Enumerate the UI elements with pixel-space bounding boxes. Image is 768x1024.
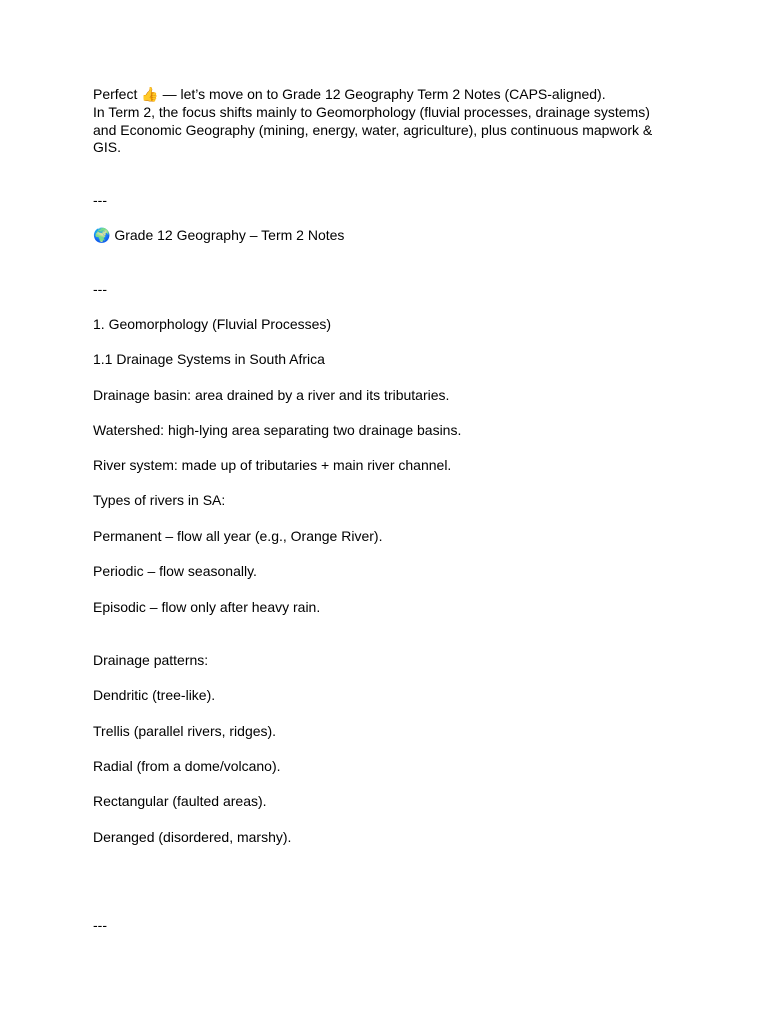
intro-line — [93, 86, 606, 105]
pattern-rectangular: Rectangular (faulted areas). — [93, 793, 267, 809]
section-subheading: 1.1 Drainage Systems in South Africa — [93, 351, 325, 367]
definition-river-system: River system: made up of tributaries + main river channel. — [93, 457, 452, 473]
separator: --- — [93, 917, 107, 933]
thumbs-up-icon: 👍 — [141, 87, 159, 103]
river-types-label: Types of rivers in SA: — [93, 492, 226, 508]
river-type-permanent: Permanent – flow all year (e.g., Orange River). — [93, 528, 383, 544]
document-title — [93, 227, 344, 246]
river-type-periodic: Periodic – flow seasonally. — [93, 563, 257, 579]
pattern-trellis: Trellis (parallel rivers, ridges). — [93, 723, 277, 739]
pattern-deranged: Deranged (disordered, marshy). — [93, 829, 292, 845]
pattern-radial: Radial (from a dome/volcano). — [93, 758, 281, 774]
river-type-episodic: Episodic – flow only after heavy rain. — [93, 599, 321, 615]
drainage-patterns-label: Drainage patterns: — [93, 652, 209, 668]
intro-suffix: — let’s move on to Grade 12 Geography Term 2 Notes (CAPS-aligned). — [158, 86, 606, 102]
globe-icon: 🌍 — [93, 228, 111, 244]
definition-watershed: Watershed: high-lying area separating two drainage basins. — [93, 422, 462, 438]
definition-drainage-basin: Drainage basin: area drained by a river and its tributaries. — [93, 387, 450, 403]
pattern-dendritic: Dendritic (tree-like). — [93, 687, 216, 703]
intro-prefix: Perfect — [93, 86, 142, 102]
separator: --- — [93, 281, 107, 297]
separator: --- — [93, 192, 107, 208]
document-title-text: Grade 12 Geography – Term 2 Notes — [110, 227, 345, 243]
intro-paragraph: In Term 2, the focus shifts mainly to Geomorphology (fluvial processes, drainage systems) and Economic Geography (mining, energy, water, agriculture), plus continuous mapwork & GIS. — [93, 104, 653, 155]
section-heading: 1. Geomorphology (Fluvial Processes) — [93, 316, 332, 332]
